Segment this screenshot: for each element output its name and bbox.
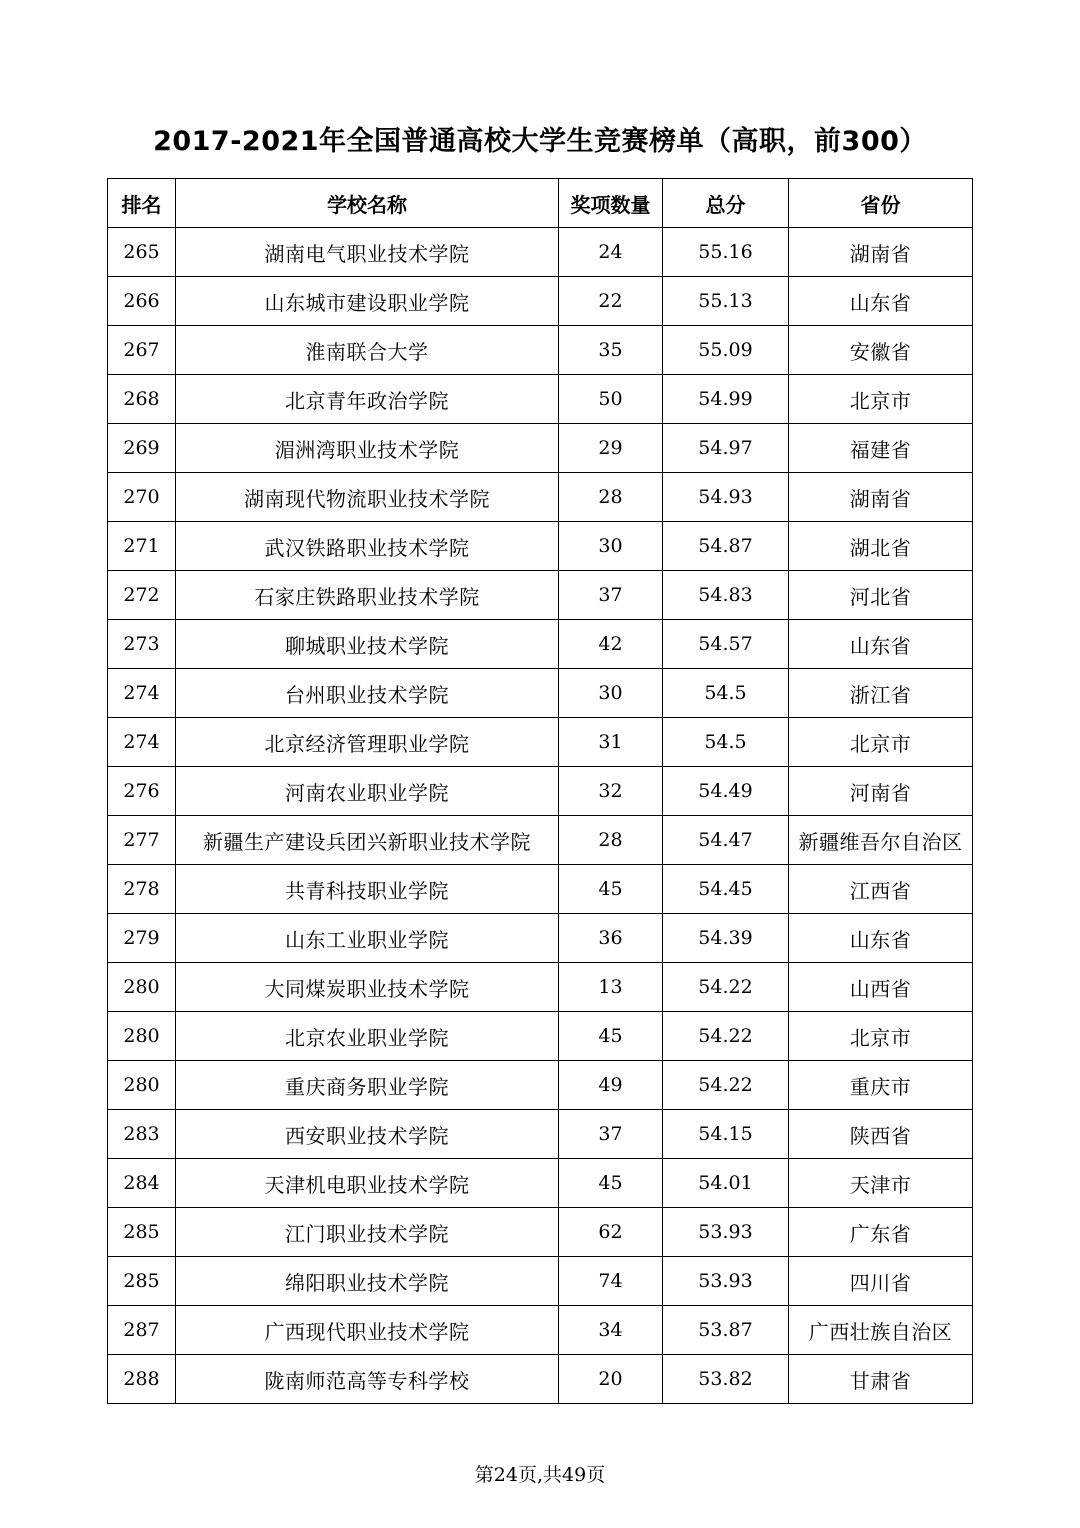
awards-count-cell: 50 xyxy=(559,375,663,424)
province-cell: 安徽省 xyxy=(789,326,973,375)
province-cell: 山西省 xyxy=(789,963,973,1012)
rank-cell: 272 xyxy=(108,571,176,620)
total-score-cell: 53.93 xyxy=(663,1208,789,1257)
table-row xyxy=(108,718,973,767)
awards-count-cell: 42 xyxy=(559,620,663,669)
total-score-cell: 54.99 xyxy=(663,375,789,424)
rank-cell: 283 xyxy=(108,1110,176,1159)
total-score-cell: 54.22 xyxy=(663,1061,789,1110)
province-cell: 陕西省 xyxy=(789,1110,973,1159)
province-cell: 湖北省 xyxy=(789,522,973,571)
rank-cell: 280 xyxy=(108,1061,176,1110)
awards-count-cell: 62 xyxy=(559,1208,663,1257)
province-cell: 广西壮族自治区 xyxy=(789,1306,973,1355)
table-row xyxy=(108,1208,973,1257)
table-row xyxy=(108,865,973,914)
awards-count-cell: 28 xyxy=(559,473,663,522)
total-score-cell: 54.01 xyxy=(663,1159,789,1208)
total-score-cell: 54.47 xyxy=(663,816,789,865)
school-name-cell: 台州职业技术学院 xyxy=(176,669,559,718)
awards-count-cell: 45 xyxy=(559,1159,663,1208)
province-cell: 天津市 xyxy=(789,1159,973,1208)
school-name-cell: 河南农业职业学院 xyxy=(176,767,559,816)
awards-count-cell: 49 xyxy=(559,1061,663,1110)
awards-count-cell: 45 xyxy=(559,1012,663,1061)
province-cell: 湖南省 xyxy=(789,473,973,522)
awards-count-cell: 45 xyxy=(559,865,663,914)
table-row xyxy=(108,1110,973,1159)
total-score-cell: 54.5 xyxy=(663,718,789,767)
awards-count-cell: 13 xyxy=(559,963,663,1012)
school-name-cell: 聊城职业技术学院 xyxy=(176,620,559,669)
table-row xyxy=(108,375,973,424)
school-name-cell: 绵阳职业技术学院 xyxy=(176,1257,559,1306)
awards-count-cell: 29 xyxy=(559,424,663,473)
table-row xyxy=(108,767,973,816)
table-row xyxy=(108,571,973,620)
rank-cell: 267 xyxy=(108,326,176,375)
table-header-row xyxy=(108,179,973,228)
table-row xyxy=(108,1012,973,1061)
header-score: 总分 xyxy=(663,179,789,228)
province-cell: 福建省 xyxy=(789,424,973,473)
table-body xyxy=(108,228,973,1404)
awards-count-cell: 24 xyxy=(559,228,663,277)
total-score-cell: 55.09 xyxy=(663,326,789,375)
rank-cell: 274 xyxy=(108,718,176,767)
table-row xyxy=(108,424,973,473)
total-score-cell: 54.57 xyxy=(663,620,789,669)
rank-cell: 285 xyxy=(108,1257,176,1306)
school-name-cell: 北京经济管理职业学院 xyxy=(176,718,559,767)
awards-count-cell: 30 xyxy=(559,522,663,571)
awards-count-cell: 30 xyxy=(559,669,663,718)
awards-count-cell: 22 xyxy=(559,277,663,326)
header-school: 学校名称 xyxy=(176,179,559,228)
province-cell: 山东省 xyxy=(789,620,973,669)
school-name-cell: 大同煤炭职业技术学院 xyxy=(176,963,559,1012)
rank-cell: 270 xyxy=(108,473,176,522)
header-awards: 奖项数量 xyxy=(559,179,663,228)
school-name-cell: 北京青年政治学院 xyxy=(176,375,559,424)
rank-cell: 266 xyxy=(108,277,176,326)
province-cell: 湖南省 xyxy=(789,228,973,277)
awards-count-cell: 37 xyxy=(559,1110,663,1159)
total-score-cell: 53.87 xyxy=(663,1306,789,1355)
province-cell: 新疆维吾尔自治区 xyxy=(789,816,973,865)
page-number: 第24页,共49页 xyxy=(474,1464,606,1486)
table-row xyxy=(108,228,973,277)
rank-cell: 273 xyxy=(108,620,176,669)
province-cell: 山东省 xyxy=(789,914,973,963)
table-row xyxy=(108,1159,973,1208)
school-name-cell: 西安职业技术学院 xyxy=(176,1110,559,1159)
table-row xyxy=(108,1355,973,1404)
total-score-cell: 54.22 xyxy=(663,1012,789,1061)
rank-cell: 274 xyxy=(108,669,176,718)
school-name-cell: 陇南师范高等专科学校 xyxy=(176,1355,559,1404)
province-cell: 北京市 xyxy=(789,1012,973,1061)
awards-count-cell: 36 xyxy=(559,914,663,963)
rank-cell: 280 xyxy=(108,963,176,1012)
province-cell: 北京市 xyxy=(789,718,973,767)
total-score-cell: 54.87 xyxy=(663,522,789,571)
rank-cell: 288 xyxy=(108,1355,176,1404)
rank-cell: 278 xyxy=(108,865,176,914)
table-row xyxy=(108,963,973,1012)
rank-cell: 279 xyxy=(108,914,176,963)
school-name-cell: 新疆生产建设兵团兴新职业技术学院 xyxy=(176,816,559,865)
rank-cell: 285 xyxy=(108,1208,176,1257)
table-row xyxy=(108,914,973,963)
school-name-cell: 武汉铁路职业技术学院 xyxy=(176,522,559,571)
school-name-cell: 重庆商务职业学院 xyxy=(176,1061,559,1110)
province-cell: 山东省 xyxy=(789,277,973,326)
rank-cell: 287 xyxy=(108,1306,176,1355)
table-row xyxy=(108,669,973,718)
rank-cell: 268 xyxy=(108,375,176,424)
header-province: 省份 xyxy=(789,179,973,228)
school-name-cell: 广西现代职业技术学院 xyxy=(176,1306,559,1355)
school-name-cell: 江门职业技术学院 xyxy=(176,1208,559,1257)
total-score-cell: 54.5 xyxy=(663,669,789,718)
school-name-cell: 共青科技职业学院 xyxy=(176,865,559,914)
table-row xyxy=(108,473,973,522)
total-score-cell: 55.13 xyxy=(663,277,789,326)
awards-count-cell: 34 xyxy=(559,1306,663,1355)
rank-cell: 269 xyxy=(108,424,176,473)
total-score-cell: 54.39 xyxy=(663,914,789,963)
awards-count-cell: 20 xyxy=(559,1355,663,1404)
province-cell: 广东省 xyxy=(789,1208,973,1257)
province-cell: 浙江省 xyxy=(789,669,973,718)
rank-cell: 280 xyxy=(108,1012,176,1061)
school-name-cell: 天津机电职业技术学院 xyxy=(176,1159,559,1208)
province-cell: 四川省 xyxy=(789,1257,973,1306)
table-row xyxy=(108,522,973,571)
school-name-cell: 湖南现代物流职业技术学院 xyxy=(176,473,559,522)
total-score-cell: 54.45 xyxy=(663,865,789,914)
school-name-cell: 湄洲湾职业技术学院 xyxy=(176,424,559,473)
school-name-cell: 淮南联合大学 xyxy=(176,326,559,375)
total-score-cell: 54.97 xyxy=(663,424,789,473)
table-row xyxy=(108,1306,973,1355)
table-row xyxy=(108,326,973,375)
awards-count-cell: 28 xyxy=(559,816,663,865)
rank-cell: 265 xyxy=(108,228,176,277)
total-score-cell: 54.22 xyxy=(663,963,789,1012)
table-row xyxy=(108,816,973,865)
total-score-cell: 55.16 xyxy=(663,228,789,277)
school-name-cell: 石家庄铁路职业技术学院 xyxy=(176,571,559,620)
table-row xyxy=(108,1061,973,1110)
school-name-cell: 山东城市建设职业学院 xyxy=(176,277,559,326)
province-cell: 河南省 xyxy=(789,767,973,816)
province-cell: 河北省 xyxy=(789,571,973,620)
table-row xyxy=(108,1257,973,1306)
awards-count-cell: 31 xyxy=(559,718,663,767)
total-score-cell: 54.93 xyxy=(663,473,789,522)
school-name-cell: 山东工业职业学院 xyxy=(176,914,559,963)
province-cell: 北京市 xyxy=(789,375,973,424)
total-score-cell: 54.15 xyxy=(663,1110,789,1159)
rank-cell: 284 xyxy=(108,1159,176,1208)
awards-count-cell: 35 xyxy=(559,326,663,375)
province-cell: 甘肃省 xyxy=(789,1355,973,1404)
ranking-table xyxy=(107,178,973,1404)
total-score-cell: 54.49 xyxy=(663,767,789,816)
province-cell: 重庆市 xyxy=(789,1061,973,1110)
total-score-cell: 54.83 xyxy=(663,571,789,620)
awards-count-cell: 74 xyxy=(559,1257,663,1306)
table-row xyxy=(108,277,973,326)
rank-cell: 271 xyxy=(108,522,176,571)
school-name-cell: 湖南电气职业技术学院 xyxy=(176,228,559,277)
total-score-cell: 53.82 xyxy=(663,1355,789,1404)
school-name-cell: 北京农业职业学院 xyxy=(176,1012,559,1061)
rank-cell: 276 xyxy=(108,767,176,816)
header-rank: 排名 xyxy=(108,179,176,228)
province-cell: 江西省 xyxy=(789,865,973,914)
total-score-cell: 53.93 xyxy=(663,1257,789,1306)
table-row xyxy=(108,620,973,669)
awards-count-cell: 37 xyxy=(559,571,663,620)
awards-count-cell: 32 xyxy=(559,767,663,816)
rank-cell: 277 xyxy=(108,816,176,865)
page-title: 2017-2021年全国普通高校大学生竞赛榜单（高职，前300） xyxy=(153,126,927,157)
